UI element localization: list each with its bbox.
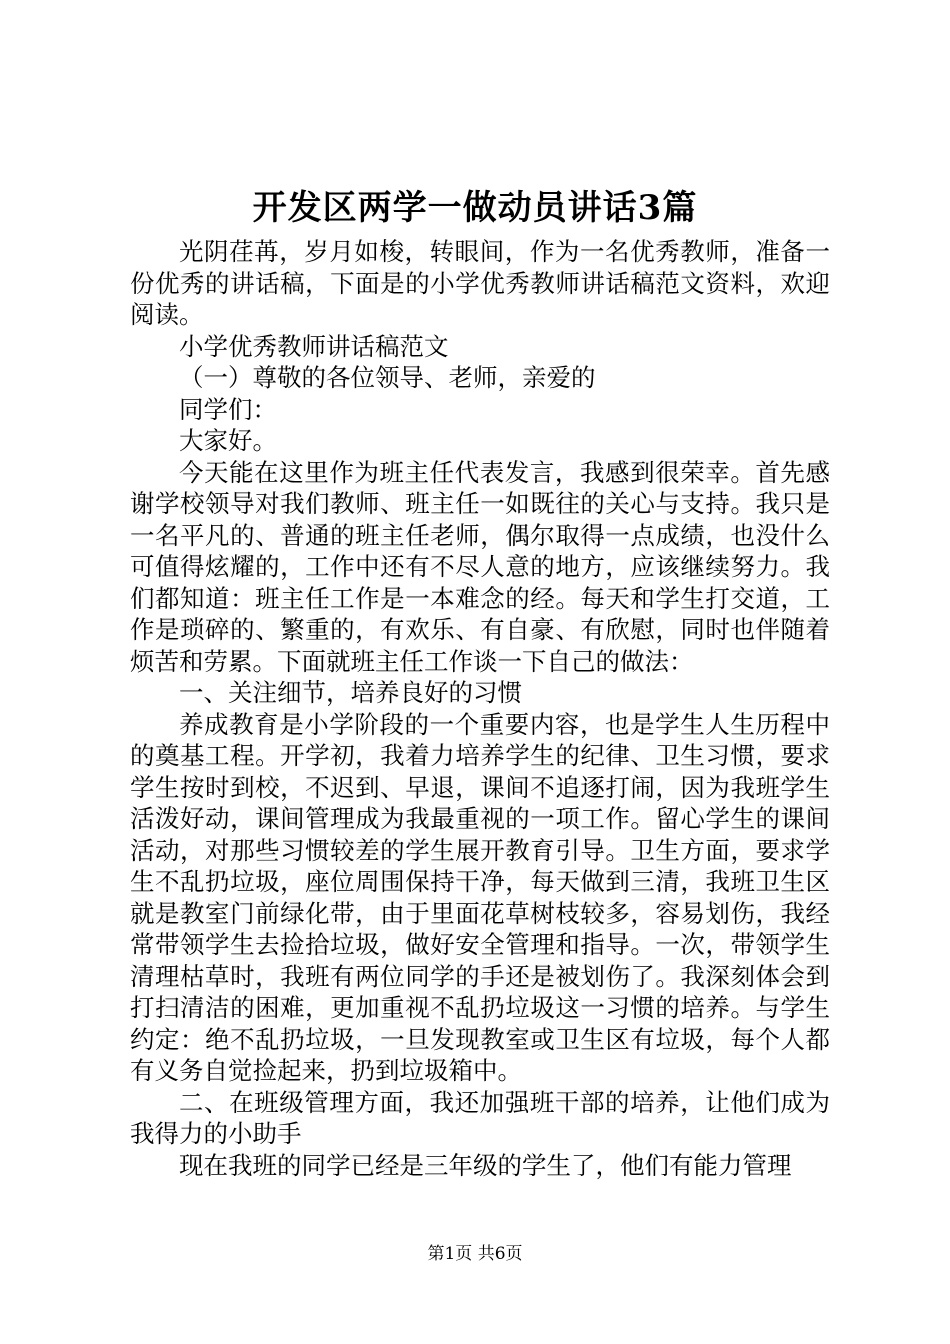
paragraph-intro: 光阴荏苒，岁月如梭，转眼间，作为一名优秀教师，准备一份优秀的讲话稿，下面是的小学优秀教师讲话稿范文资料，欢迎阅读。 [130,237,830,329]
paragraph-salutation-cont: 同学们： [179,394,277,424]
paragraph-salutation: （一）尊敬的各位领导、老师，亲爱的 [179,363,596,392]
document-body [130,236,830,1181]
page-footer: 第1页 共6页 [427,1244,523,1264]
paragraph-heading: 小学优秀教师讲话稿范文 [179,331,449,361]
document-title: 开发区两学一做动员讲话3篇 [252,188,698,228]
section-heading-2: 二、在班级管理方面，我还加强班干部的培养，让他们成为我得力的小助手 [130,1087,830,1148]
section-heading-1: 一、关注细节，培养良好的习惯 [179,678,522,707]
paragraph-body: 养成教育是小学阶段的一个重要内容，也是学生人生历程中的奠基工程。开学初，我着力培养学生的纪律、卫生习惯，要求学生按时到校，不迟到、早退，课间不追逐打闹，因为我班学生活泼好动，课间管理成为我最重视的一项工作。留心学生的课间活动，对那些习惯较差的学生展开教育引导。卫生方面，要求学生不乱扔垃圾，座位周围保持干净，每天做到三清，我班卫生区就是教室门前绿化带，由于里面花草树枝较多，容易划伤，我经常带领学生去捡拾垃圾，做好安全管理和指导。一次，带领学生清理枯草时，我班有两位同学的手还是被划伤了。我深刻体会到打扫清洁的困难，更加重视不乱扔垃圾这一习惯的培养。与学生约定：绝不乱扔垃圾，一旦发现教室或卫生区有垃圾，每个人都有义务自觉捡起来，扔到垃圾箱中。 [130,709,830,1085]
paragraph-greeting: 大家好。 [179,426,277,455]
paragraph-body: 今天能在这里作为班主任代表发言，我感到很荣幸。首先感谢学校领导对我们教师、班主任一如既往的关心与支持。我只是一名平凡的、普通的班主任老师，偶尔取得一点成绩，也没什么可值得炫耀的，工作中还有不尽人意的地方，应该继续努力。我们都知道：班主任工作是一本难念的经。每天和学生打交道，工作是琐碎的、繁重的，有欢乐、有自豪、有欣慰，同时也伴随着烦苦和劳累。下面就班主任工作谈一下自己的做法： [130,457,830,676]
paragraph-body: 现在我班的同学已经是三年级的学生了，他们有能力管理 [179,1150,792,1180]
